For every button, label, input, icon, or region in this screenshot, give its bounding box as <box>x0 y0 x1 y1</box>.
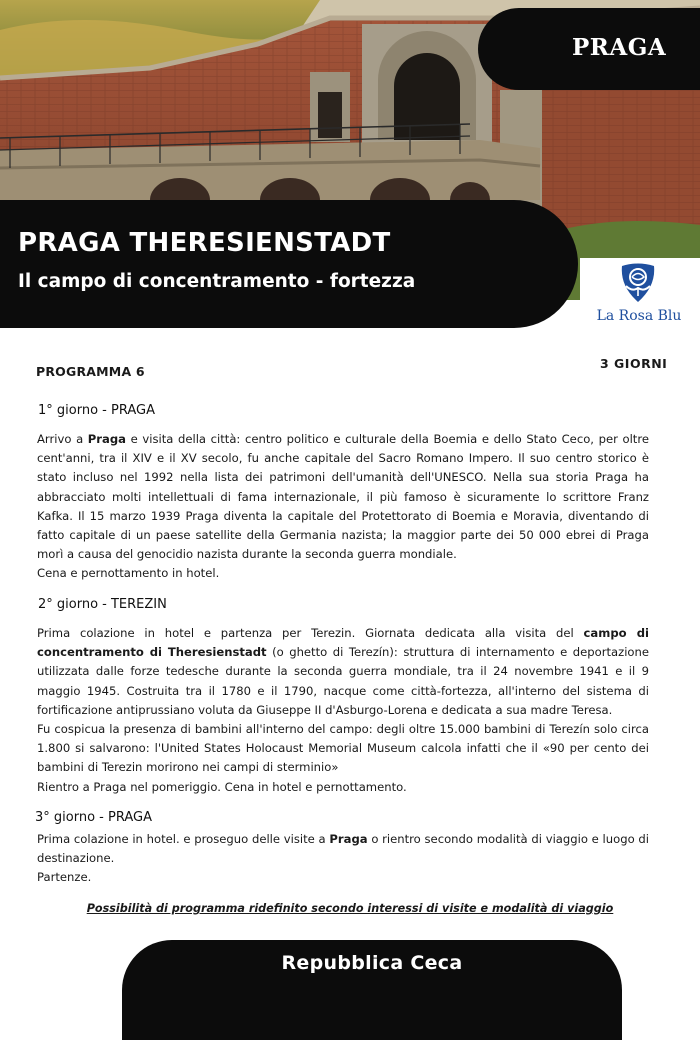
program-duration: 3 GIORNI <box>600 356 668 371</box>
day-1-text-c: Cena e pernottamento in hotel. <box>37 566 220 581</box>
day-3-bold-praga: Praga <box>329 832 368 846</box>
day-2-text-b: (o ghetto di Terezín): struttura di internamento e deportazione utilizzata dalle forze tedesche durante la seconda guerra mondiale, tra il 24 novembre 1941 e il 9 maggio 1945. Costruita tra il 1780 e il 1790, nacque come città-fortezza, all'interno del sistema di fortificazione antiprussiano voluta da Giuseppe II d'Asburgo-Lorena e dedicata a sua madre Teresa. <box>37 645 649 717</box>
day-3-title: 3° giorno - PRAGA <box>35 810 152 825</box>
day-2-text-a: Prima colazione in hotel e partenza per Terezin. Giornata dedicata alla visita del <box>37 626 584 640</box>
day-1-text-a: Arrivo a <box>37 432 88 446</box>
title-band <box>0 200 578 328</box>
city-tag <box>478 8 700 90</box>
day-3-text-c: Partenze. <box>37 870 92 885</box>
city-tag-label: PRAGA <box>572 34 667 61</box>
day-2-text-d: Rientro a Praga nel pomeriggio. Cena in hotel e pernottamento. <box>37 779 407 794</box>
rose-shield-icon <box>618 262 658 304</box>
brand-name: La Rosa Blu <box>596 308 682 324</box>
day-3-text-b: o rientro secondo modalità di viaggio e luogo di destinazione. <box>37 832 649 866</box>
day-2-text-c: Fu cospicua la presenza di bambini all'interno del campo: degli oltre 15.000 bambini di Terezín solo circa 1.800 si salvarono: l'United States Holocaust Memorial Museum calcola infatti che il «90 per cento dei bambini di Terezin morirono nei campi di sterminio» <box>37 722 649 775</box>
day-3-text-a: Prima colazione in hotel. e proseguo delle visite a <box>37 832 330 846</box>
page-subtitle: Il campo di concentramento - fortezza <box>18 271 416 292</box>
page-title: PRAGA THERESIENSTADT <box>18 228 391 258</box>
footer-country: Repubblica Ceca <box>281 952 463 974</box>
day-1-bold-praga: Praga <box>87 432 126 446</box>
program-label: PROGRAMMA 6 <box>36 364 145 379</box>
day-2-title: 2° giorno - TEREZIN <box>38 597 167 612</box>
day-1-text <box>37 430 649 584</box>
program-note: Possibilità di programma ridefinito secondo interessi di visite e modalità di viaggio <box>86 902 614 915</box>
day-2-text <box>37 624 649 797</box>
day-1-text-b: e visita della città: centro politico e culturale della Boemia e dello Stato Ceco, per oltre cent'anni, tra il XIV e il XV secolo, fu anche capitale del Sacro Romano Impero. Il suo centro storico è stato incluso nel 1992 nella lista dei patrimoni dell'umanità dell'UNESCO. Nella sua storia Praga ha abbracciato molti intellettuali di fama internazionale, il più famoso è sicuramente lo scrittore Franz Kafka. Il 15 marzo 1939 Praga diventa la capitale del Protettorato di Boemia e Moravia, diventando di fatto capitale di un paese satellite della Germania nazista; la maggior parte dei 50 000 ebrei di Praga morì a causa del genocidio nazista durante la seconda guerra mondiale. <box>37 432 649 562</box>
day-2-bold-camp: campo di concentramento di Theresienstadt <box>37 626 649 660</box>
brand-logo <box>580 258 700 330</box>
day-3-text <box>37 830 649 888</box>
day-1-title: 1° giorno - PRAGA <box>38 403 155 418</box>
footer-band <box>122 940 622 1040</box>
